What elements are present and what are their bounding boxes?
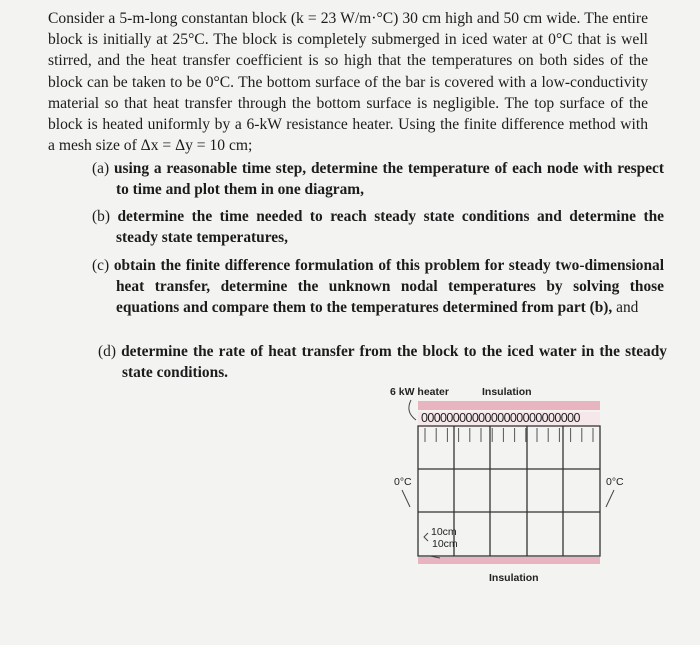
mesh-dy-label: 10cm xyxy=(432,538,458,550)
bottom-insulation xyxy=(418,557,600,564)
part-a-label: (a) xyxy=(92,160,110,177)
part-b-text: determine the time needed to reach steady state conditions and determine the steady state temperatures, xyxy=(116,208,664,246)
heater-coil: 0000000000000000000000000 xyxy=(421,411,580,425)
part-b-label: (b) xyxy=(92,208,110,225)
dimension-bracket xyxy=(424,533,428,541)
left-temp-label: 0°C xyxy=(394,476,412,488)
part-d-label: (d) xyxy=(98,343,116,360)
part-d-text: determine the rate of heat transfer from the block to the iced water in the steady state conditions. xyxy=(121,343,667,381)
top-insulation xyxy=(418,401,600,410)
part-c-text: obtain the finite difference formulation of this problem for steady two-dimensional heat transfer, determine the unknown nodal temperatures by solving those equations and compare them to the temperatures determined from part (b), xyxy=(113,257,664,316)
mesh-dx-label: 10cm xyxy=(431,526,457,538)
heat-arrows xyxy=(425,428,593,442)
heater-leader xyxy=(409,400,416,420)
right-temp-leader xyxy=(606,490,614,507)
top-insulation-label: Insulation xyxy=(482,386,532,398)
bottom-insulation-label: Insulation xyxy=(489,572,539,584)
left-temp-leader xyxy=(402,490,410,507)
problem-statement: Consider a 5-m-long constantan block (k = 23 W/m·°C) 30 cm high and 50 cm wide. The entire block is initially at 25°C. The block is completely submerged in iced water at 0°C that is well stirred, and the heat transfer coefficient is so high that the temperatures on both sides of the block can be taken to be 0°C. The bottom surface of the bar is covered with a low-conductivity material so that heat transfer through the bottom surface is negligible. The top surface of the block is heated uniformly by a 6-kW resistance heater. Using the finite difference method with a mesh size of Δx = Δy = 10 cm; xyxy=(48,10,648,155)
part-c-tail: and xyxy=(612,299,639,316)
part-c-label: (c) xyxy=(92,257,110,274)
part-a-text: using a reasonable time step, determine the temperature of each node with respect to time and plot them in one diagram, xyxy=(113,160,664,198)
right-temp-label: 0°C xyxy=(606,476,624,488)
heater-label: 6 kW heater xyxy=(390,386,449,398)
